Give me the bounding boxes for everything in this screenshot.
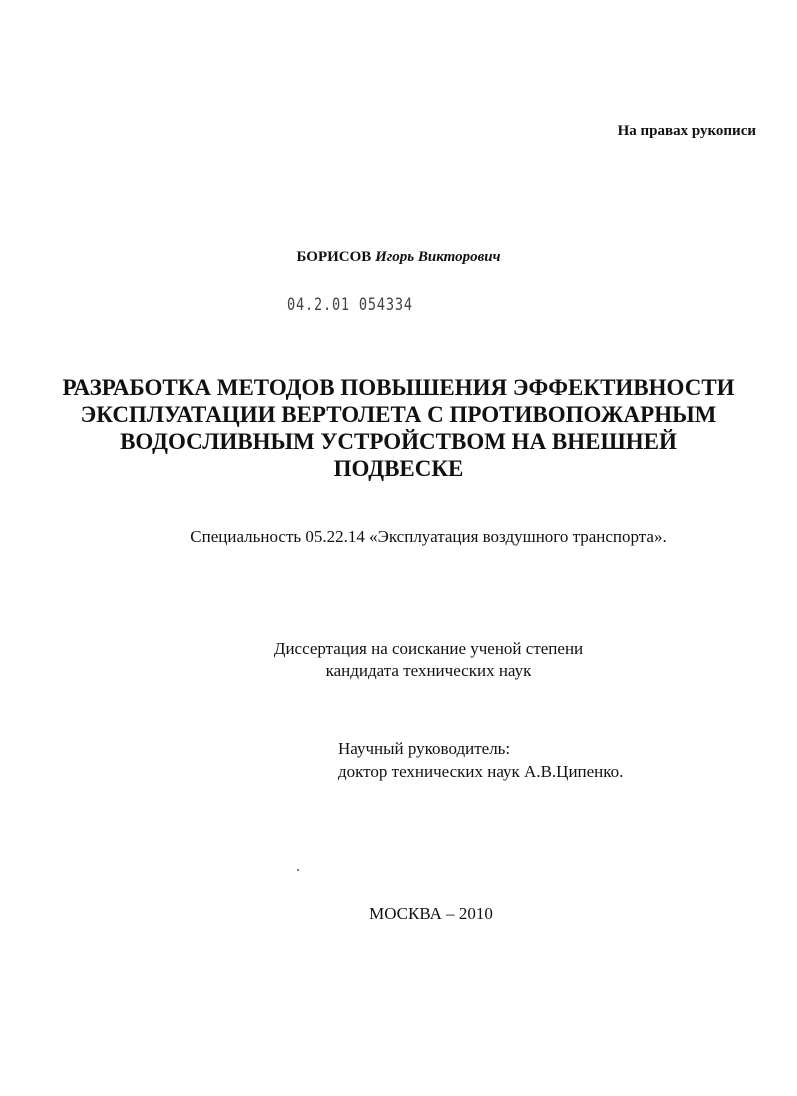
dissertation-title — [60, 374, 737, 482]
degree-line-2: кандидата технических наук — [325, 661, 532, 680]
advisor-label: Научный руководитель: — [338, 739, 511, 758]
author-surname: БОРИСОВ — [296, 249, 372, 265]
city-year: МОСКВА – 2010 — [369, 904, 493, 923]
title-line: ЭКСПЛУАТАЦИИ ВЕРТОЛЕТА С ПРОТИВОПОЖАРНЫМ — [80, 402, 717, 427]
degree-line-1: Диссертация на соискание ученой степени — [273, 639, 584, 658]
specialty-line: Специальность 05.22.14 «Эксплуатация воздушного транспорта». — [190, 527, 667, 546]
title-line: РАЗРАБОТКА МЕТОДОВ ПОВЫШЕНИЯ ЭФФЕКТИВНОСТИ — [62, 375, 735, 400]
scientific-advisor — [338, 737, 623, 783]
author-given-names: Игорь Викторович — [375, 249, 501, 265]
title-line: ВОДОСЛИВНЫМ УСТРОЙСТВОМ НА ВНЕШНЕЙ — [120, 429, 677, 454]
library-stamp-number: 04.2.01 054334 — [287, 295, 413, 315]
manuscript-rights-note: На правах рукописи — [617, 123, 756, 139]
advisor-name: доктор технических наук А.В.Ципенко. — [338, 762, 624, 781]
author-name — [0, 249, 797, 266]
degree-statement — [0, 638, 797, 682]
scan-speck — [297, 869, 299, 871]
title-line: ПОДВЕСКЕ — [333, 456, 464, 481]
